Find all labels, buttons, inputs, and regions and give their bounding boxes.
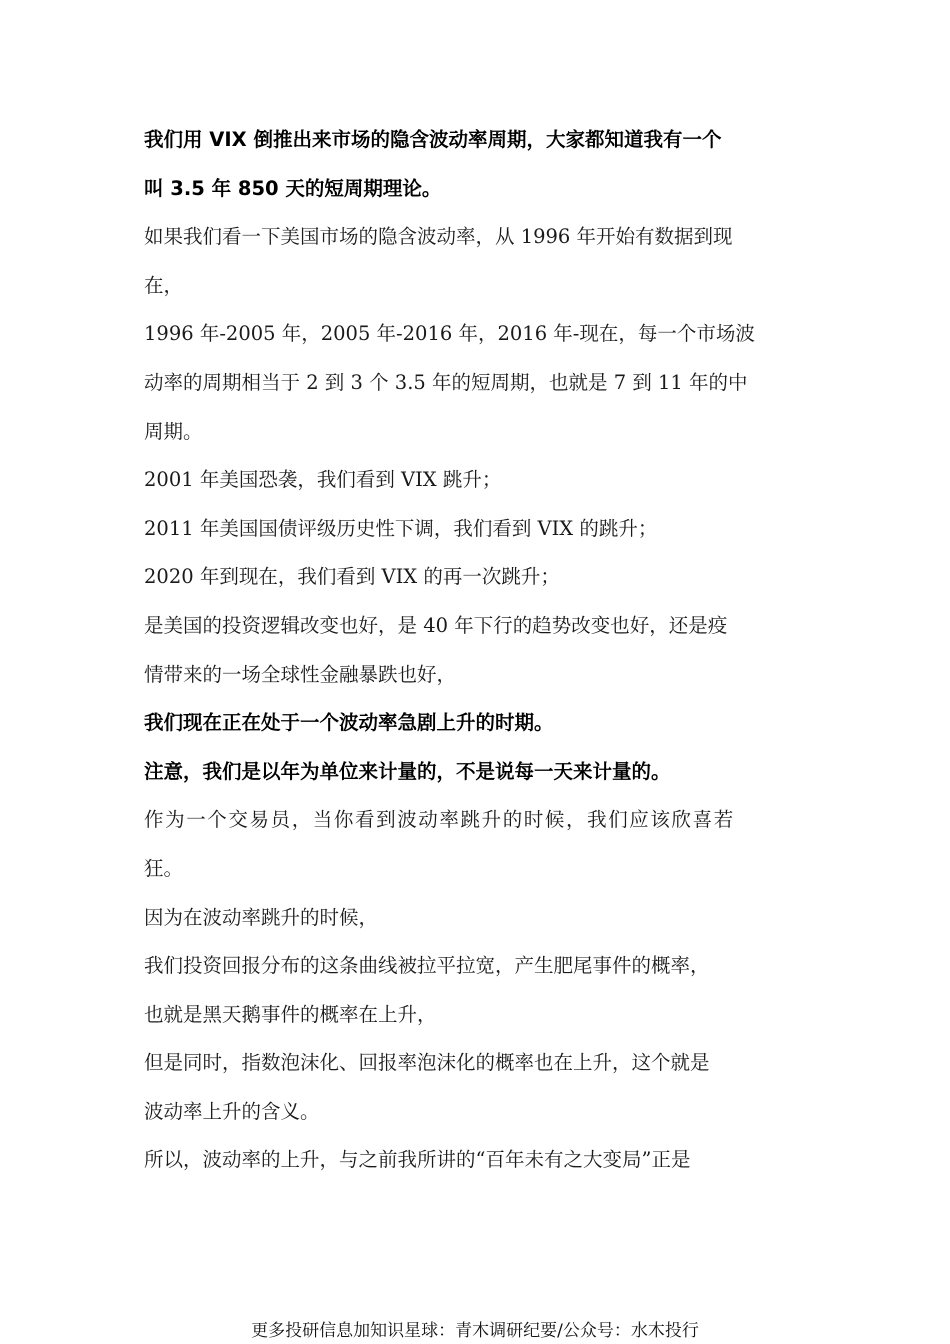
paragraph-line: 我们现在正在处于一个波动率急剧上升的时期。	[144, 711, 554, 735]
paragraph-line: 波动率上升的含义。	[144, 1099, 320, 1123]
paragraph-line: 但是同时，指数泡沫化、回报率泡沫化的概率也在上升，这个就是	[144, 1051, 710, 1075]
paragraph-line: 2011 年美国国债评级历史性下调，我们看到 VIX 的跳升；	[144, 516, 658, 540]
paragraph-line: 如果我们看一下美国市场的隐含波动率，从 1996 年开始有数据到现	[144, 225, 733, 249]
paragraph-line: 注意，我们是以年为单位来计量的，不是说每一天来计量的。	[144, 759, 671, 783]
paragraph-line: 2001 年美国恐袭，我们看到 VIX 跳升；	[144, 468, 502, 492]
paragraph-line: 因为在波动率跳升的时候，	[144, 905, 379, 929]
paragraph-line: 我们用 VIX 倒推出来市场的隐含波动率周期，大家都知道我有一个	[144, 128, 722, 151]
paragraph-line: 是美国的投资逻辑改变也好，是 40 年下行的趋势改变也好，还是疫	[144, 613, 728, 637]
paragraph-line: 1996 年-2005 年，2005 年-2016 年，2016 年-现在，每一个市场波	[144, 322, 755, 346]
paragraph-line: 在，	[144, 273, 184, 297]
page-footer: 更多投研信息加知识星球：青木调研纪要/公众号：水木投行	[251, 1321, 699, 1341]
paragraph-line: 动率的周期相当于 2 到 3 个 3.5 年的短周期，也就是 7 到 11 年的中	[144, 370, 748, 394]
paragraph-line: 所以，波动率的上升，与之前我所讲的“百年未有之大变局”正是	[144, 1148, 691, 1172]
paragraph-line: 2020 年到现在，我们看到 VIX 的再一次跳升；	[144, 565, 560, 589]
paragraph-line: 也就是黑天鹅事件的概率在上升，	[144, 1002, 437, 1026]
paragraph-line: 我们投资回报分布的这条曲线被拉平拉宽，产生肥尾事件的概率，	[144, 954, 710, 978]
paragraph-line: 情带来的一场全球性金融暴跌也好，	[144, 662, 457, 686]
paragraph-line: 狂。	[144, 856, 184, 880]
paragraph-line: 作为一个交易员，当你看到波动率跳升的时候，我们应该欣喜若	[144, 808, 735, 832]
document-body	[144, 116, 804, 1185]
paragraph-line: 叫 3.5 年 850 天的短周期理论。	[144, 176, 442, 200]
paragraph-line: 周期。	[144, 419, 203, 443]
